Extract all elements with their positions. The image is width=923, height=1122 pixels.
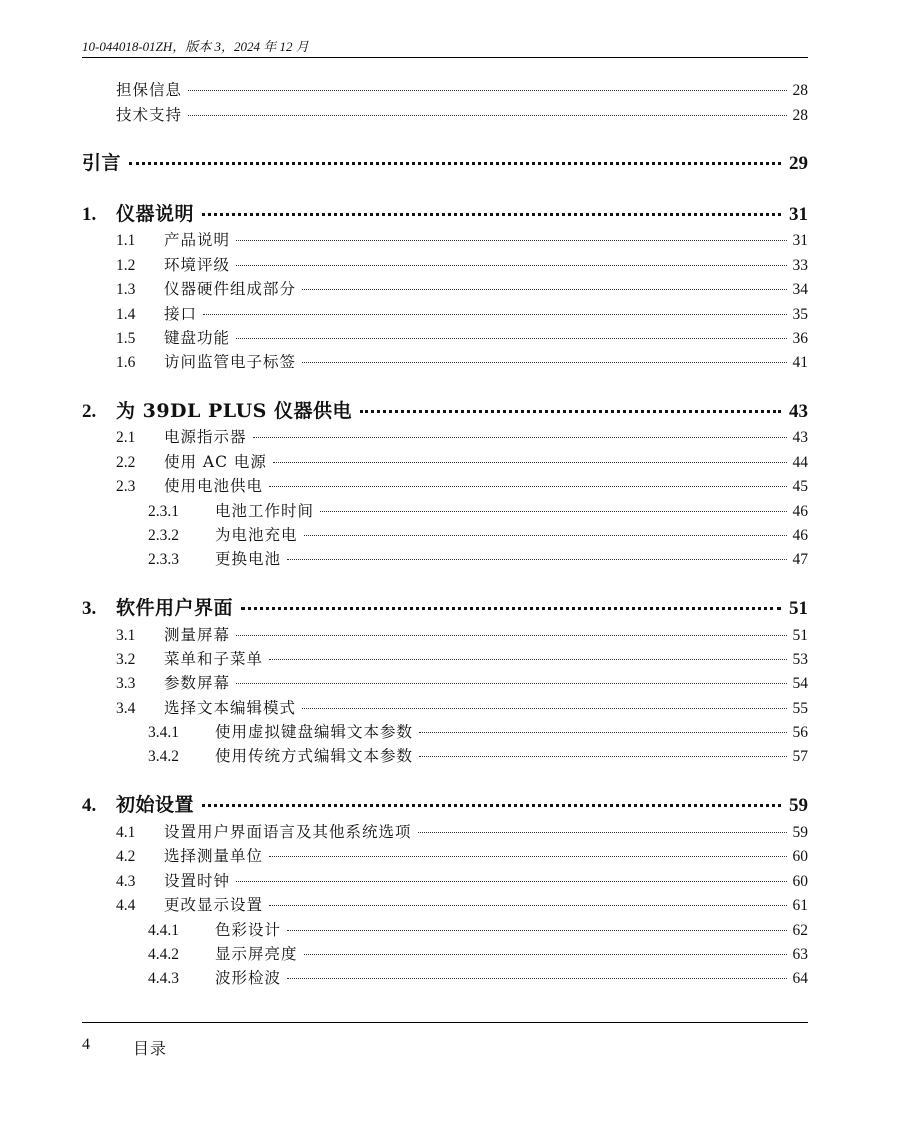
toc-dot-leader: [320, 511, 786, 512]
toc-entry-number: 1.5: [116, 330, 136, 347]
toc-entry[interactable]: [82, 870, 808, 892]
toc-entry-page[interactable]: 31: [789, 204, 808, 225]
toc-dot-leader: [236, 683, 786, 684]
toc-entry-title[interactable]: 产品说明: [164, 231, 231, 249]
toc-entry-page[interactable]: 41: [792, 354, 808, 371]
toc-entry-page[interactable]: 28: [792, 107, 808, 124]
toc-entry[interactable]: [82, 648, 808, 670]
toc-dot-leader: [419, 756, 786, 757]
footer-rule: [82, 1022, 808, 1023]
toc-dot-leader: [287, 930, 786, 931]
toc-dot-leader: [287, 978, 786, 979]
toc-entry[interactable]: [82, 303, 808, 325]
toc-entry-page[interactable]: 28: [792, 82, 808, 99]
toc-entry-number: 2.1: [116, 429, 136, 446]
toc-entry-title[interactable]: 仪器说明: [116, 203, 195, 225]
toc-dot-leader: [269, 856, 786, 857]
toc-entry-number: 4.: [82, 795, 97, 816]
toc-entry-number: 3.1: [116, 627, 136, 644]
toc-entry-title[interactable]: 使用电池供电: [164, 477, 264, 495]
toc-entry-title[interactable]: 软件用户界面: [116, 597, 234, 619]
toc-entry-page[interactable]: 31: [792, 232, 808, 249]
toc-entry-number: 3.3: [116, 675, 136, 692]
toc-entry-number: 3.4.1: [148, 724, 179, 741]
toc-entry-page[interactable]: 43: [792, 429, 808, 446]
toc-entry-number: 2.3.3: [148, 551, 179, 568]
toc-entry[interactable]: [82, 967, 808, 989]
toc-entry-number: 1.4: [116, 306, 136, 323]
toc-entry-title[interactable]: 显示屏亮度: [215, 945, 298, 963]
toc-entry[interactable]: [82, 894, 808, 916]
toc-dot-leader: [302, 362, 786, 363]
toc-entry-title[interactable]: 担保信息: [116, 81, 183, 99]
toc-entry[interactable]: [82, 426, 808, 448]
toc-entry-title[interactable]: 接口: [164, 305, 198, 323]
toc-dot-leader: [236, 338, 786, 339]
toc-dot-leader: [188, 115, 786, 116]
toc-dot-leader: [304, 954, 787, 955]
toc-entry-number: 3.2: [116, 651, 136, 668]
table-of-contents: [82, 0, 808, 1000]
toc-entry-page[interactable]: 46: [792, 503, 808, 520]
toc-entry[interactable]: [82, 201, 808, 227]
toc-dot-leader: [236, 240, 786, 241]
toc-entry[interactable]: [82, 919, 808, 941]
toc-entry-page[interactable]: 46: [792, 527, 808, 544]
toc-entry-title[interactable]: 设置用户界面语言及其他系统选项: [164, 823, 412, 841]
toc-entry-page[interactable]: 57: [792, 748, 808, 765]
toc-entry-title[interactable]: 参数屏幕: [164, 674, 231, 692]
toc-entry-number: 2.3: [116, 478, 136, 495]
toc-entry-title[interactable]: 更换电池: [215, 550, 282, 568]
toc-entry-title[interactable]: 电源指示器: [164, 428, 247, 446]
toc-entry-number: 2.2: [116, 454, 136, 471]
toc-entry[interactable]: [82, 150, 808, 176]
toc-entry[interactable]: [82, 697, 808, 719]
toc-entry-title[interactable]: 测量屏幕: [164, 626, 231, 644]
toc-entry-page[interactable]: 62: [792, 922, 808, 939]
toc-dot-leader: [269, 659, 786, 660]
toc-entry-page[interactable]: 29: [789, 153, 808, 174]
toc-dot-leader: [203, 314, 786, 315]
toc-entry-page[interactable]: 63: [792, 946, 808, 963]
toc-dot-leader: [236, 265, 786, 266]
toc-dot-leader: [236, 635, 786, 636]
toc-entry-title[interactable]: 为 39DL PLUS 仪器供电: [116, 400, 353, 422]
toc-entry-title[interactable]: 引言: [82, 152, 122, 174]
footer-section-title: 目录: [133, 1039, 168, 1058]
toc-entry-number: 4.3: [116, 873, 136, 890]
toc-entry-number: 2.: [82, 401, 97, 422]
toc-entry-title[interactable]: 技术支持: [116, 106, 183, 124]
toc-entry-page[interactable]: 44: [792, 454, 808, 471]
toc-entry-number: 4.4.1: [148, 922, 179, 939]
toc-entry-number: 1.6: [116, 354, 136, 371]
toc-entry-title[interactable]: 仪器硬件组成部分: [164, 280, 297, 298]
toc-entry[interactable]: [82, 475, 808, 497]
toc-entry-title[interactable]: 为电池充电: [215, 526, 298, 544]
toc-dot-leader: [360, 410, 781, 413]
toc-entry-title[interactable]: 键盘功能: [164, 329, 231, 347]
toc-entry-title[interactable]: 访问监管电子标签: [164, 353, 297, 371]
toc-entry-title[interactable]: 菜单和子菜单: [164, 650, 264, 668]
toc-dot-leader: [418, 832, 787, 833]
toc-entry-page[interactable]: 60: [792, 848, 808, 865]
toc-dot-leader: [269, 905, 786, 906]
toc-dot-leader: [202, 804, 781, 807]
toc-entry-title[interactable]: 选择测量单位: [164, 847, 264, 865]
toc-dot-leader: [236, 881, 786, 882]
toc-entry-title[interactable]: 电池工作时间: [215, 502, 315, 520]
toc-entry[interactable]: [82, 398, 808, 424]
toc-entry[interactable]: [82, 792, 808, 818]
toc-entry-page[interactable]: 35: [792, 306, 808, 323]
toc-entry-page[interactable]: 53: [792, 651, 808, 668]
toc-entry[interactable]: [82, 104, 808, 126]
toc-dot-leader: [253, 437, 787, 438]
toc-entry-number: 4.4.2: [148, 946, 179, 963]
toc-dot-leader: [287, 559, 786, 560]
toc-entry-page[interactable]: 34: [792, 281, 808, 298]
toc-entry-number: 3.4.2: [148, 748, 179, 765]
toc-entry-page[interactable]: 54: [792, 675, 808, 692]
toc-entry[interactable]: [82, 845, 808, 867]
toc-dot-leader: [129, 162, 781, 165]
toc-dot-leader: [273, 462, 787, 463]
toc-entry-number: 2.3.2: [148, 527, 179, 544]
toc-entry-number: 4.2: [116, 848, 136, 865]
toc-entry-page[interactable]: 60: [792, 873, 808, 890]
toc-entry-number: 1.: [82, 204, 97, 225]
toc-entry-number: 4.4.3: [148, 970, 179, 987]
toc-entry[interactable]: [82, 745, 808, 767]
toc-entry[interactable]: [82, 79, 808, 101]
toc-entry-number: 1.3: [116, 281, 136, 298]
toc-entry[interactable]: [82, 595, 808, 621]
toc-entry-title[interactable]: 使用传统方式编辑文本参数: [215, 747, 414, 765]
toc-entry-number: 3.4: [116, 700, 136, 717]
toc-dot-leader: [304, 535, 787, 536]
toc-dot-leader: [302, 289, 786, 290]
toc-entry-number: 1.1: [116, 232, 136, 249]
toc-entry-page[interactable]: 43: [789, 401, 808, 422]
toc-entry[interactable]: [82, 351, 808, 373]
toc-dot-leader: [241, 607, 781, 610]
toc-entry-title[interactable]: 选择文本编辑模式: [164, 699, 297, 717]
toc-entry-page[interactable]: 55: [792, 700, 808, 717]
toc-entry-number: 4.4: [116, 897, 136, 914]
toc-entry[interactable]: [82, 229, 808, 251]
toc-entry[interactable]: [82, 721, 808, 743]
footer-page-number: 4: [82, 1036, 90, 1053]
toc-entry[interactable]: [82, 672, 808, 694]
toc-entry-number: 4.1: [116, 824, 136, 841]
toc-entry[interactable]: [82, 548, 808, 570]
running-header: 10-044018-01ZH，版本 3，2024 年 12 月: [82, 39, 309, 54]
toc-entry-number: 3.: [82, 598, 97, 619]
toc-entry[interactable]: [82, 278, 808, 300]
toc-entry-title[interactable]: 设置时钟: [164, 872, 231, 890]
toc-entry[interactable]: [82, 500, 808, 522]
toc-dot-leader: [269, 486, 786, 487]
toc-dot-leader: [188, 90, 786, 91]
toc-entry-page[interactable]: 36: [792, 330, 808, 347]
toc-entry-page[interactable]: 47: [792, 551, 808, 568]
toc-entry-page[interactable]: 56: [792, 724, 808, 741]
toc-entry-page[interactable]: 45: [792, 478, 808, 495]
toc-entry-page[interactable]: 64: [792, 970, 808, 987]
toc-entry[interactable]: [82, 327, 808, 349]
toc-entry-title[interactable]: 色彩设计: [215, 921, 282, 939]
toc-entry-page[interactable]: 33: [792, 257, 808, 274]
toc-entry[interactable]: [82, 624, 808, 646]
toc-entry-title[interactable]: 环境评级: [164, 256, 231, 274]
toc-entry-page[interactable]: 59: [789, 795, 808, 816]
toc-entry-number: 1.2: [116, 257, 136, 274]
toc-entry-title[interactable]: 初始设置: [116, 794, 195, 816]
toc-entry[interactable]: [82, 254, 808, 276]
toc-entry[interactable]: [82, 524, 808, 546]
toc-entry[interactable]: [82, 451, 808, 473]
toc-entry-title[interactable]: 波形检波: [215, 969, 282, 987]
toc-entry-page[interactable]: 51: [789, 598, 808, 619]
toc-entry-page[interactable]: 51: [792, 627, 808, 644]
toc-dot-leader: [202, 213, 781, 216]
toc-dot-leader: [302, 708, 786, 709]
toc-entry-page[interactable]: 61: [792, 897, 808, 914]
toc-entry[interactable]: [82, 821, 808, 843]
toc-dot-leader: [419, 732, 786, 733]
toc-entry-title[interactable]: 使用虚拟键盘编辑文本参数: [215, 723, 414, 741]
toc-entry-page[interactable]: 59: [792, 824, 808, 841]
toc-entry[interactable]: [82, 943, 808, 965]
toc-entry-title[interactable]: 更改显示设置: [164, 896, 264, 914]
toc-entry-title[interactable]: 使用 AC 电源: [164, 453, 267, 471]
toc-entry-number: 2.3.1: [148, 503, 179, 520]
